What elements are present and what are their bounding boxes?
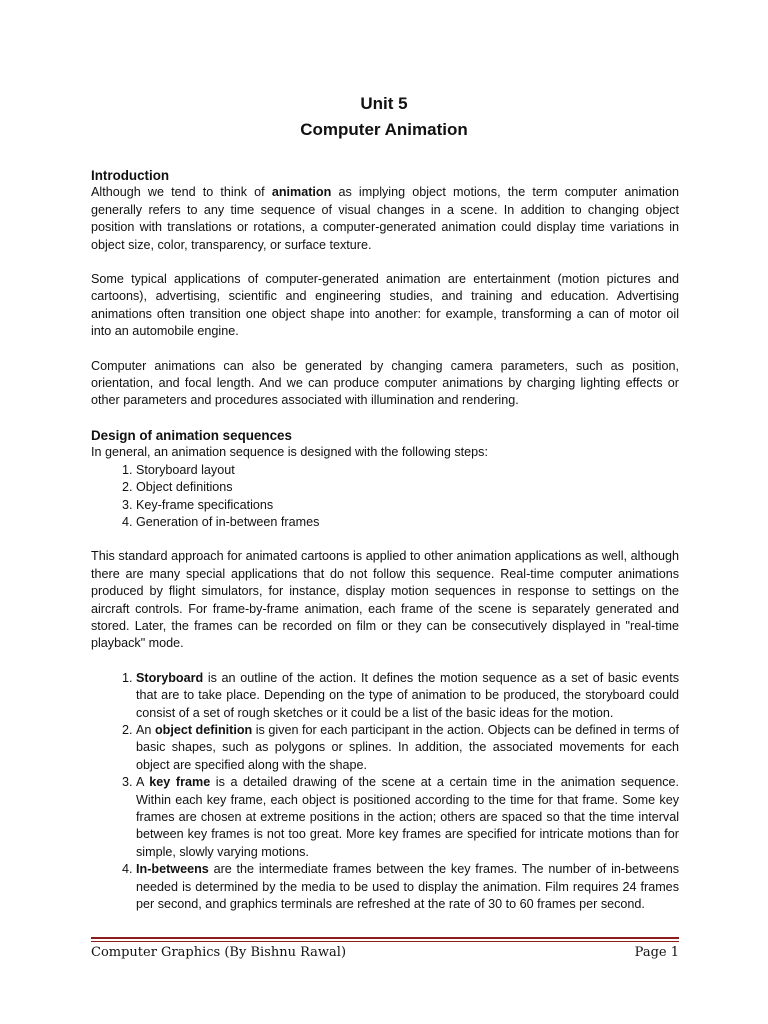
design-step: 2. Object definitions — [136, 479, 679, 496]
detail-text: is an outline of the action. It defines the motion sequence as a set of basic events that are to take place. Depending on the type of animation to be produced, the storyboard could consist of a set of rough sketches or it could be a list of the basic ideas for the motion. — [136, 670, 679, 720]
body-content — [91, 167, 679, 913]
detail-text: is a detailed drawing of the scene at a certain time in the animation sequence. Within each key frame, each object is positioned according to the time for that frame. Some key frames are chosen at extreme positions in the action; others are spaced so that the time interval between key frames is not too great. More key frames are specified for intricate motions than for simple, slowly varying motions. — [136, 775, 680, 859]
intro-text-part: Although we tend to think of — [91, 185, 272, 200]
title-block — [0, 93, 768, 141]
design-heading: Design of animation sequences — [91, 427, 292, 443]
footer-rule-thin — [91, 941, 679, 942]
detail-term: key frame — [149, 775, 211, 790]
step-details-list — [91, 670, 679, 914]
design-steps-list — [91, 462, 679, 532]
page-number: Page 1 — [634, 945, 679, 960]
detail-term: In-betweens — [136, 862, 209, 877]
detail-term: Storyboard — [136, 670, 204, 685]
detail-text: are the intermediate frames between the key frames. The number of in-betweens needed is determined by the media to be used to display the animation. Film requires 24 frames per second, and graphics terminals are refreshed at the rate of 30 to 60 frames per second. — [136, 862, 679, 912]
detail-pre: A — [136, 775, 150, 790]
step-detail — [136, 774, 679, 861]
step-detail — [136, 861, 679, 913]
design-step: 4. Generation of in-between frames — [136, 514, 679, 531]
detail-pre: An — [136, 722, 155, 737]
intro-paragraph-1 — [91, 184, 679, 254]
unit-title: Unit 5 — [360, 94, 408, 113]
intro-text-part: as implying object motions, the term computer animation generally refers to any time sequence of visual changes in a scene. In addition to changing object position with translations or rotations, a computer-generated animation could display time variations in object size, color, transparency, or surface texture. — [91, 185, 679, 252]
design-lead: In general, an animation sequence is designed with the following steps: — [91, 445, 488, 460]
footer-author: Computer Graphics (By Bishnu Rawal) — [91, 945, 347, 960]
intro-paragraph-3: Computer animations can also be generated by changing camera parameters, such as position, orientation, and focal length. And we can produce computer animations by charging lighting effects or other parameters and procedures associated with illumination and rendering. — [91, 358, 679, 408]
detail-text: is given for each participant in the action. Objects can be defined in terms of basic shapes, such as polygons or splines. In addition, the associated movements for each object are specified along with the shape. — [136, 722, 679, 772]
document-title: Computer Animation — [300, 120, 468, 139]
intro-paragraph-2: Some typical applications of computer-generated animation are entertainment (motion pictures and cartoons), advertising, scientific and engineering studies, and training and education. Advertising animations often transition one object shape into another: for example, transforming a can of motor oil into an automobile engine. — [91, 272, 679, 339]
design-paragraph: This standard approach for animated cartoons is applied to other animation applications as well, although there are many special applications that do not follow this sequence. Real-time computer animations produced by flight simulators, for instance, display motion sequences in response to settings on the aircraft controls. For frame-by-frame animation, each frame of the scene is separately generated and stored. Later, the frames can be recorded on film or they can be consecutively displayed in "real-time playback" mode. — [91, 549, 679, 651]
detail-term: object definition — [154, 722, 253, 737]
design-step: 1. Storyboard layout — [136, 462, 679, 479]
footer-rule-thick — [91, 937, 679, 939]
step-detail — [136, 670, 679, 722]
step-detail — [136, 722, 679, 774]
introduction-heading: Introduction — [91, 168, 170, 183]
animation-term: animation — [271, 185, 332, 200]
design-step: 3. Key-frame specifications — [136, 497, 679, 514]
